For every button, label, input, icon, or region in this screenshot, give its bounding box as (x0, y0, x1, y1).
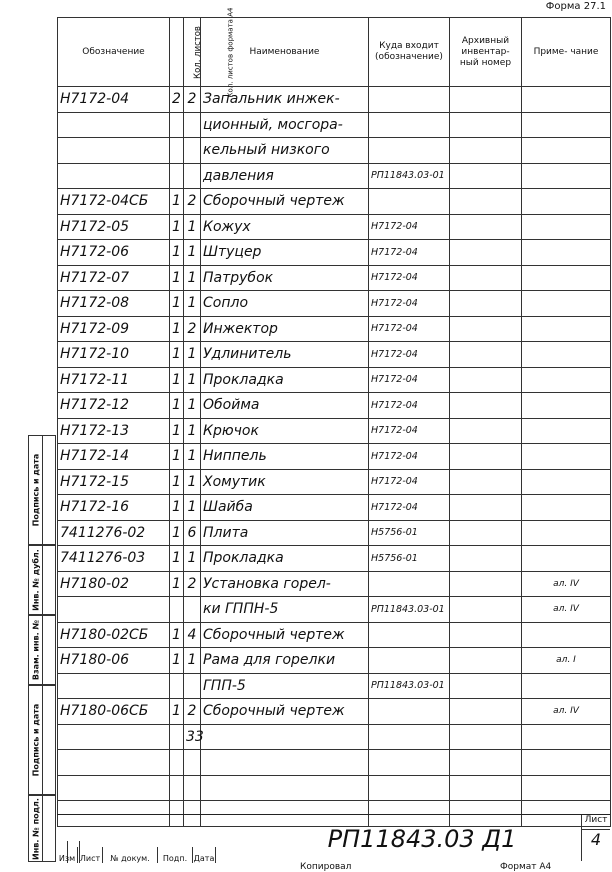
cell-where-used (369, 138, 450, 164)
cell-sheet-count (170, 138, 184, 164)
cell-note (522, 214, 611, 240)
table-row (58, 775, 611, 801)
cell-sheet-count: 1 (170, 495, 184, 521)
cell-designation: Н7172-10 (58, 342, 170, 368)
cell-where-used: РП11843.03-01 (369, 673, 450, 699)
header-where-used: Куда входит (обозначение) (369, 18, 450, 87)
cell-archive (450, 265, 522, 291)
table-header-row (58, 18, 611, 87)
cell-designation: Н7172-07 (58, 265, 170, 291)
table-row (58, 265, 611, 291)
side-field-orig-inv (28, 795, 56, 862)
cell-sheet-count: 1 (170, 342, 184, 368)
cell-where-used: Н7172-04 (369, 342, 450, 368)
cell-where-used: Н7172-04 (369, 316, 450, 342)
cell-archive (450, 214, 522, 240)
sheet-box (581, 815, 610, 861)
cell-sheet-count: 1 (170, 367, 184, 393)
cell-note: ал. IV (522, 571, 611, 597)
cell-note: ал. IV (522, 597, 611, 623)
cell-archive (450, 189, 522, 215)
cell-archive (450, 724, 522, 750)
cell-name: Кожух (201, 214, 369, 240)
cell-where-used: Н5756-01 (369, 520, 450, 546)
header-a4-count: Кол. листов формата А4 (184, 18, 201, 87)
table-row (58, 214, 611, 240)
cell-sheet-count (170, 673, 184, 699)
title-block (57, 814, 610, 863)
cell-archive (450, 648, 522, 674)
cell-name: Шайба (201, 495, 369, 521)
cell-archive (450, 240, 522, 266)
cell-note (522, 444, 611, 470)
cell-note (522, 316, 611, 342)
cell-name (201, 750, 369, 776)
cell-where-used: Н7172-04 (369, 240, 450, 266)
header-sheet-count: Кол. листов (170, 18, 184, 87)
cell-designation: Н7172-05 (58, 214, 170, 240)
stamp-doc-label: № докум. (103, 847, 158, 863)
side-label: Подпись и дата (31, 703, 40, 777)
cell-archive (450, 699, 522, 725)
cell-name: Удлинитель (201, 342, 369, 368)
cell-a4-count: 1 (184, 240, 201, 266)
cell-where-used: РП11843.03-01 (369, 597, 450, 623)
cell-sheet-count (170, 750, 184, 776)
cell-sheet-count: 1 (170, 418, 184, 444)
cell-note (522, 495, 611, 521)
side-field-sign-date-1 (28, 435, 56, 545)
cell-sheet-count: 1 (170, 469, 184, 495)
cell-where-used (369, 750, 450, 776)
format-label: Формат А4 (500, 862, 552, 872)
cell-designation (58, 138, 170, 164)
cell-sheet-count: 1 (170, 571, 184, 597)
table-row (58, 673, 611, 699)
cell-archive (450, 571, 522, 597)
cell-where-used: Н7172-04 (369, 214, 450, 240)
cell-name: Сборочный чертеж (201, 189, 369, 215)
cell-where-used: Н7172-04 (369, 444, 450, 470)
cell-archive (450, 138, 522, 164)
cell-a4-count: 2 (184, 316, 201, 342)
cell-designation: Н7180-06 (58, 648, 170, 674)
cell-name: Сборочный чертеж (201, 622, 369, 648)
cell-designation (58, 163, 170, 189)
sheet-box-label: Лист (582, 815, 610, 830)
cell-designation: 7411276-02 (58, 520, 170, 546)
cell-designation: Н7180-02 (58, 571, 170, 597)
header-designation: Обозначение (58, 18, 170, 87)
cell-designation: Н7172-13 (58, 418, 170, 444)
cell-note: ал. IV (522, 699, 611, 725)
cell-sheet-count (170, 775, 184, 801)
cell-name: Прокладка (201, 546, 369, 572)
cell-a4-count: 6 (184, 520, 201, 546)
cell-note (522, 138, 611, 164)
cell-name (201, 775, 369, 801)
side-field-dup-inv (28, 545, 56, 615)
cell-where-used (369, 699, 450, 725)
cell-a4-count: 4 (184, 622, 201, 648)
cell-designation: Н7172-08 (58, 291, 170, 317)
cell-a4-count: 2 (184, 571, 201, 597)
cell-where-used (369, 724, 450, 750)
cell-name: Установка горел- (201, 571, 369, 597)
document-number: РП11843.03 Д1 (327, 825, 517, 853)
cell-sheet-count: 1 (170, 316, 184, 342)
cell-designation (58, 597, 170, 623)
stamp-change-label: Изм (57, 847, 78, 863)
cell-name: давления (201, 163, 369, 189)
cell-where-used (369, 87, 450, 113)
side-label: Подпись и дата (31, 453, 40, 527)
cell-sheet-count: 1 (170, 265, 184, 291)
cell-designation (58, 724, 170, 750)
sheet-number: 4 (590, 830, 602, 849)
cell-where-used: Н7172-04 (369, 265, 450, 291)
table-row (58, 622, 611, 648)
cell-note (522, 291, 611, 317)
cell-archive (450, 775, 522, 801)
cell-designation: 7411276-03 (58, 546, 170, 572)
cell-note: ал. I (522, 648, 611, 674)
cell-a4-count: 2 (184, 87, 201, 113)
table-row (58, 597, 611, 623)
stamp-signature-label: Подп. (158, 847, 193, 863)
table-row (58, 520, 611, 546)
cell-sheet-count: 1 (170, 520, 184, 546)
table-row (58, 724, 611, 750)
cell-note (522, 367, 611, 393)
table-row (58, 112, 611, 138)
cell-designation: Н7172-14 (58, 444, 170, 470)
cell-note (522, 520, 611, 546)
cell-a4-count (184, 597, 201, 623)
cell-name: Рама для горелки (201, 648, 369, 674)
cell-note (522, 546, 611, 572)
table-row (58, 291, 611, 317)
cell-a4-count: 1 (184, 342, 201, 368)
cell-where-used: Н7172-04 (369, 469, 450, 495)
cell-name: ционный, мосгора- (201, 112, 369, 138)
cell-archive (450, 316, 522, 342)
cell-note (522, 265, 611, 291)
cell-name: Сборочный чертеж (201, 699, 369, 725)
cell-designation (58, 750, 170, 776)
specification-table (57, 7, 611, 827)
cell-archive (450, 469, 522, 495)
cell-archive (450, 418, 522, 444)
cell-sheet-count: 1 (170, 393, 184, 419)
cell-a4-count: 1 (184, 367, 201, 393)
cell-name: Ниппель (201, 444, 369, 470)
cell-archive (450, 622, 522, 648)
cell-a4-count: 1 (184, 495, 201, 521)
cell-name: Прокладка (201, 367, 369, 393)
cell-name: Патрубок (201, 265, 369, 291)
cell-archive (450, 163, 522, 189)
cell-a4-count (184, 138, 201, 164)
cell-name: Инжектор (201, 316, 369, 342)
header-archive: Архивный инвентар- ный номер (450, 18, 522, 87)
cell-sheet-count: 1 (170, 240, 184, 266)
cell-archive (450, 750, 522, 776)
cell-note (522, 240, 611, 266)
cell-archive (450, 367, 522, 393)
cell-note (522, 673, 611, 699)
cell-a4-count (184, 775, 201, 801)
cell-designation: Н7172-12 (58, 393, 170, 419)
table-row (58, 138, 611, 164)
cell-designation (58, 112, 170, 138)
cell-designation: Н7172-04СБ (58, 189, 170, 215)
title-block-labels (57, 847, 216, 863)
table-row (58, 189, 611, 215)
cell-designation (58, 775, 170, 801)
cell-a4-count: 2 (184, 699, 201, 725)
stamp-sheet-label: Лист (78, 847, 103, 863)
cell-where-used (369, 189, 450, 215)
cell-where-used (369, 112, 450, 138)
cell-where-used (369, 648, 450, 674)
cell-sheet-count: 1 (170, 546, 184, 572)
side-label: Инв. № дубл. (31, 549, 40, 611)
cell-a4-count: 1 (184, 648, 201, 674)
cell-a4-count: 1 (184, 265, 201, 291)
cell-sheet-count: 2 (170, 87, 184, 113)
table-row (58, 546, 611, 572)
cell-archive (450, 495, 522, 521)
cell-name: Крючок (201, 418, 369, 444)
cell-note (522, 750, 611, 776)
cell-archive (450, 87, 522, 113)
cell-designation: Н7180-02СБ (58, 622, 170, 648)
cell-designation: Н7180-06СБ (58, 699, 170, 725)
form-label: Форма 27.1 (545, 1, 606, 12)
cell-a4-count: 1 (184, 393, 201, 419)
table-row (58, 342, 611, 368)
cell-sheet-count: 1 (170, 189, 184, 215)
cell-note (522, 469, 611, 495)
cell-where-used: Н7172-04 (369, 393, 450, 419)
header-name: Наименование (201, 18, 369, 87)
header-note: Приме- чание (522, 18, 611, 87)
cell-sheet-count (170, 163, 184, 189)
cell-archive (450, 546, 522, 572)
cell-sheet-count: 1 (170, 214, 184, 240)
table-row (58, 393, 611, 419)
cell-sheet-count: 1 (170, 699, 184, 725)
table-row (58, 87, 611, 113)
cell-a4-count (184, 163, 201, 189)
cell-note (522, 189, 611, 215)
cell-name: Обойма (201, 393, 369, 419)
table-row (58, 367, 611, 393)
cell-a4-count: 1 (184, 418, 201, 444)
cell-a4-count: 33 (184, 724, 201, 750)
cell-note (522, 87, 611, 113)
side-field-sign-date-2 (28, 685, 56, 795)
cell-where-used: Н7172-04 (369, 495, 450, 521)
cell-archive (450, 342, 522, 368)
cell-a4-count: 1 (184, 291, 201, 317)
cell-designation: Н7172-11 (58, 367, 170, 393)
cell-note (522, 163, 611, 189)
stamp-date-label: Дата (193, 847, 216, 863)
cell-designation: Н7172-06 (58, 240, 170, 266)
cell-designation: Н7172-15 (58, 469, 170, 495)
table-row (58, 163, 611, 189)
table-row (58, 240, 611, 266)
cell-archive (450, 393, 522, 419)
table-row (58, 418, 611, 444)
cell-note (522, 418, 611, 444)
table-row (58, 316, 611, 342)
cell-a4-count: 2 (184, 189, 201, 215)
cell-designation (58, 673, 170, 699)
cell-sheet-count (170, 112, 184, 138)
table-row (58, 444, 611, 470)
cell-a4-count: 1 (184, 444, 201, 470)
cell-name: Сопло (201, 291, 369, 317)
cell-a4-count (184, 673, 201, 699)
cell-name: Запальник инжек- (201, 87, 369, 113)
cell-designation: Н7172-09 (58, 316, 170, 342)
cell-where-used: Н7172-04 (369, 291, 450, 317)
cell-note (522, 724, 611, 750)
cell-where-used (369, 622, 450, 648)
copied-label: Копировал (300, 862, 352, 872)
cell-name (201, 724, 369, 750)
cell-a4-count: 1 (184, 546, 201, 572)
cell-a4-count (184, 112, 201, 138)
cell-note (522, 775, 611, 801)
cell-designation: Н7172-04 (58, 87, 170, 113)
cell-name: кельный низкого (201, 138, 369, 164)
cell-sheet-count (170, 724, 184, 750)
table-row (58, 699, 611, 725)
table-row (58, 495, 611, 521)
cell-designation: Н7172-16 (58, 495, 170, 521)
cell-sheet-count: 1 (170, 622, 184, 648)
cell-note (522, 622, 611, 648)
cell-where-used (369, 775, 450, 801)
cell-where-used (369, 571, 450, 597)
cell-sheet-count: 1 (170, 648, 184, 674)
cell-where-used: РП11843.03-01 (369, 163, 450, 189)
cell-a4-count: 1 (184, 469, 201, 495)
cell-note (522, 112, 611, 138)
table-row (58, 750, 611, 776)
table-row (58, 469, 611, 495)
cell-where-used: Н7172-04 (369, 418, 450, 444)
side-label: Взам. инв. № (31, 619, 40, 681)
cell-a4-count: 1 (184, 214, 201, 240)
cell-archive (450, 112, 522, 138)
cell-archive (450, 444, 522, 470)
side-label: Инв. № подл. (31, 797, 40, 860)
cell-archive (450, 291, 522, 317)
cell-name: Плита (201, 520, 369, 546)
cell-sheet-count: 1 (170, 444, 184, 470)
cell-name: ГПП-5 (201, 673, 369, 699)
side-field-repl-inv (28, 615, 56, 685)
cell-a4-count (184, 750, 201, 776)
cell-sheet-count: 1 (170, 291, 184, 317)
cell-where-used: Н5756-01 (369, 546, 450, 572)
cell-name: Хомутик (201, 469, 369, 495)
cell-archive (450, 673, 522, 699)
cell-note (522, 342, 611, 368)
cell-where-used: Н7172-04 (369, 367, 450, 393)
cell-name: Штуцер (201, 240, 369, 266)
table-row (58, 571, 611, 597)
cell-sheet-count (170, 597, 184, 623)
cell-name: ки ГППН-5 (201, 597, 369, 623)
table-row (58, 648, 611, 674)
cell-archive (450, 520, 522, 546)
cell-archive (450, 597, 522, 623)
cell-note (522, 393, 611, 419)
